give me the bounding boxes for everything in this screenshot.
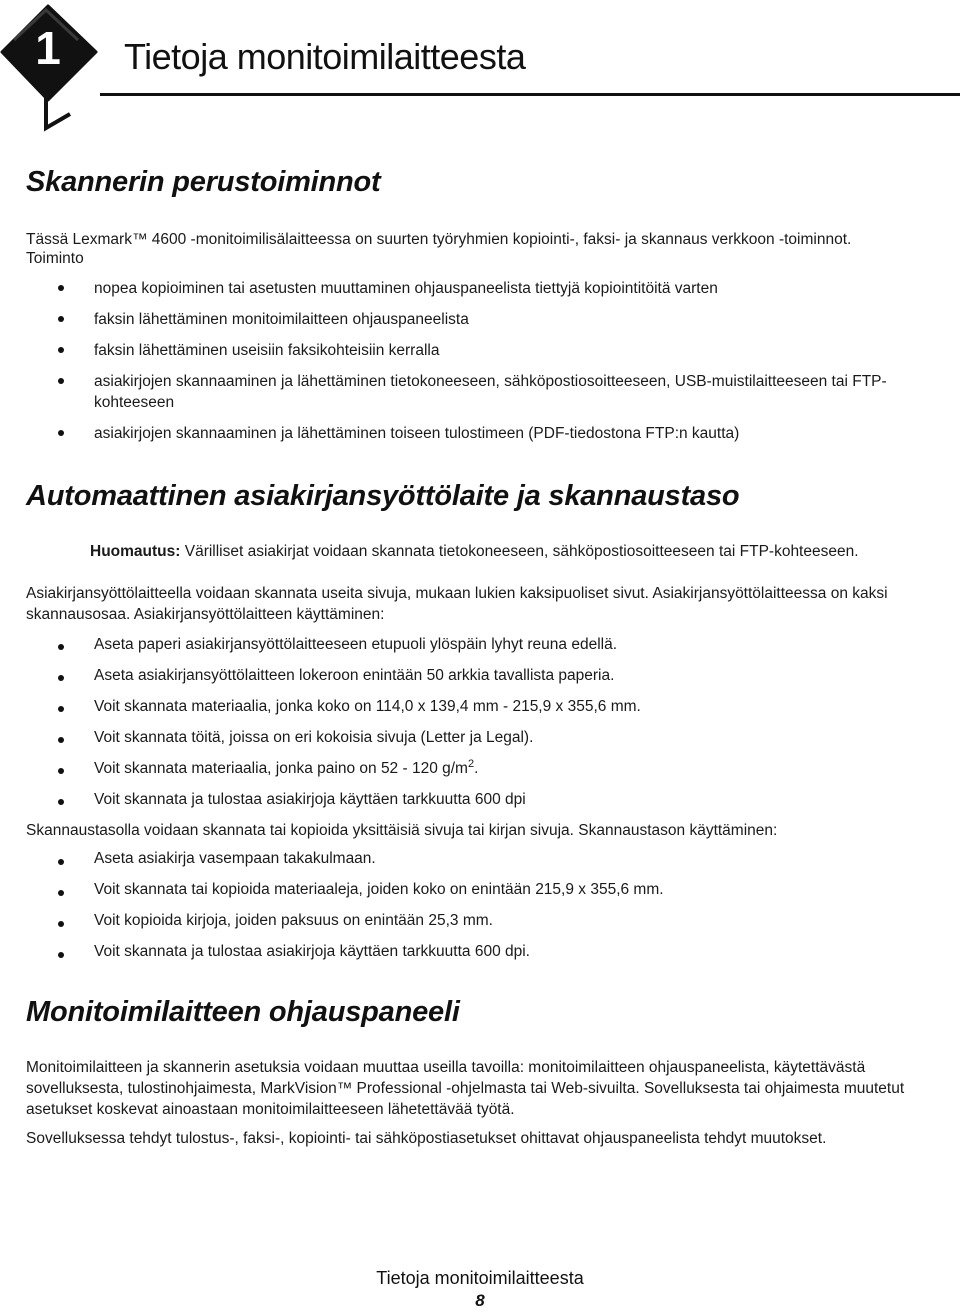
flatbed-paragraph: Skannaustasolla voidaan skannata tai kopioida yksittäisiä sivuja tai kirjan sivuja. Skannaustason käyttäminen: [26, 822, 778, 839]
chapter-number: 1 [35, 22, 61, 74]
adf-list-item-weight [94, 758, 944, 779]
note [90, 541, 950, 562]
bullet-dot [58, 921, 64, 927]
chapter-number-badge [0, 0, 140, 140]
adf-paragraph: Asiakirjansyöttölaitteella voidaan skannata useita sivuja, mukaan lukien kaksipuoliset sivut. Asiakirjansyöttölaitteessa on kaksi skannausosaa. Asiakirjansyöttölaitteen käyttäminen: [26, 585, 888, 623]
function-list-item: nopea kopioiminen tai asetusten muuttaminen ohjauspaneelista tiettyjä kopiointitöitä varten [94, 280, 718, 297]
flatbed-list-item: Voit skannata ja tulostaa asiakirjoja käyttäen tarkkuutta 600 dpi. [94, 943, 530, 960]
note-text: Värilliset asiakirjat voidaan skannata tietokoneeseen, sähköpostiosoitteeseen tai FTP-kohteeseen. [184, 543, 859, 560]
bullet-dot [58, 378, 64, 384]
bullet-dot [58, 644, 64, 650]
chapter-title: Tietoja monitoimilaitteesta [124, 36, 526, 77]
bullet-dot [58, 285, 64, 291]
adf-list-item: Aseta asiakirjansyöttölaitteen lokeroon enintään 50 arkkia tavallista paperia. [94, 667, 615, 684]
adf-list-item: Voit skannata ja tulostaa asiakirjoja käyttäen tarkkuutta 600 dpi [94, 791, 526, 808]
bullet-dot [58, 675, 64, 681]
weight-period: . [474, 760, 479, 777]
bullet-dot [58, 347, 64, 353]
adf-list-item: Voit skannata töitä, joissa on eri kokoisia sivuja (Letter ja Legal). [94, 729, 534, 746]
section-heading-adf-flatbed: Automaattinen asiakirjansyöttölaite ja skannaustaso [26, 480, 740, 512]
bullet-dot [58, 890, 64, 896]
bullet-dot [58, 768, 64, 774]
function-list-item: faksin lähettäminen useisiin faksikohteisiin kerralla [94, 342, 440, 359]
adf-list-item: Voit skannata materiaalia, jonka koko on 114,0 x 139,4 mm - 215,9 x 355,6 mm. [94, 698, 641, 715]
control-panel-paragraph-2: Sovelluksessa tehdyt tulostus-, faksi-, kopiointi- tai sähköpostiasetukset ohittavat ohjauspaneelista tehdyt muutokset. [26, 1130, 827, 1147]
bullet-dot [58, 706, 64, 712]
section-heading-basic-functions: Skannerin perustoiminnot [26, 166, 381, 198]
bullet-dot [58, 859, 64, 865]
note-label: Huomautus: [90, 543, 181, 560]
bullet-dot [58, 799, 64, 805]
intro-line-2: Toiminto [26, 250, 84, 267]
function-list-item: faksin lähettäminen monitoimilaitteen ohjauspaneelista [94, 311, 469, 328]
bullet-dot [58, 952, 64, 958]
flatbed-list-item: Aseta asiakirja vasempaan takakulmaan. [94, 850, 376, 867]
section-heading-control-panel: Monitoimilaitteen ohjauspaneeli [26, 996, 460, 1028]
function-list-item: asiakirjojen skannaaminen ja lähettäminen toiseen tulostimeen (PDF-tiedostona FTP:n kautta) [94, 425, 740, 442]
flatbed-list-item: Voit kopioida kirjoja, joiden paksuus on enintään 25,3 mm. [94, 912, 493, 929]
bullet-dot [58, 316, 64, 322]
adf-list-item: Aseta paperi asiakirjansyöttölaitteeseen etupuoli ylöspäin lyhyt reuna edellä. [94, 636, 618, 653]
bullet-dot [58, 430, 64, 436]
control-panel-paragraph-1: Monitoimilaitteen ja skannerin asetuksia voidaan muuttaa useilla tavoilla: monitoimilaitteen ohjauspaneelista, käytettävästä sovelluksesta, tulostinohjaimesta, MarkVision™ Professional -ohjelmasta tai Web-sivuilta. Sovelluksesta tai ohjaimesta muutetut asetukset koskevat ainoastaan monitoimilaitteeseen lähetettävää työtä. [26, 1059, 905, 1118]
header-rule [100, 93, 960, 96]
weight-superscript: 2 [467, 757, 475, 770]
footer-title: Tietoja monitoimilaitteesta [376, 1268, 584, 1288]
intro-line-1: Tässä Lexmark™ 4600 -monitoimilisälaitteessa on suurten työryhmien kopiointi-, faksi- ja skannaus verkkoon -toiminnot. [26, 231, 852, 248]
flatbed-list-item: Voit skannata tai kopioida materiaaleja, joiden koko on enintään 215,9 x 355,6 mm. [94, 881, 664, 898]
page-number: 8 [475, 1291, 485, 1310]
weight-text: Voit skannata materiaalia, jonka paino on 52 - 120 g/m [94, 760, 468, 777]
function-list-item: asiakirjojen skannaaminen ja lähettäminen tietokoneeseen, sähköpostiosoitteeseen, USB-muistilaitteeseen tai FTP-kohteeseen [94, 373, 887, 411]
bullet-dot [58, 737, 64, 743]
